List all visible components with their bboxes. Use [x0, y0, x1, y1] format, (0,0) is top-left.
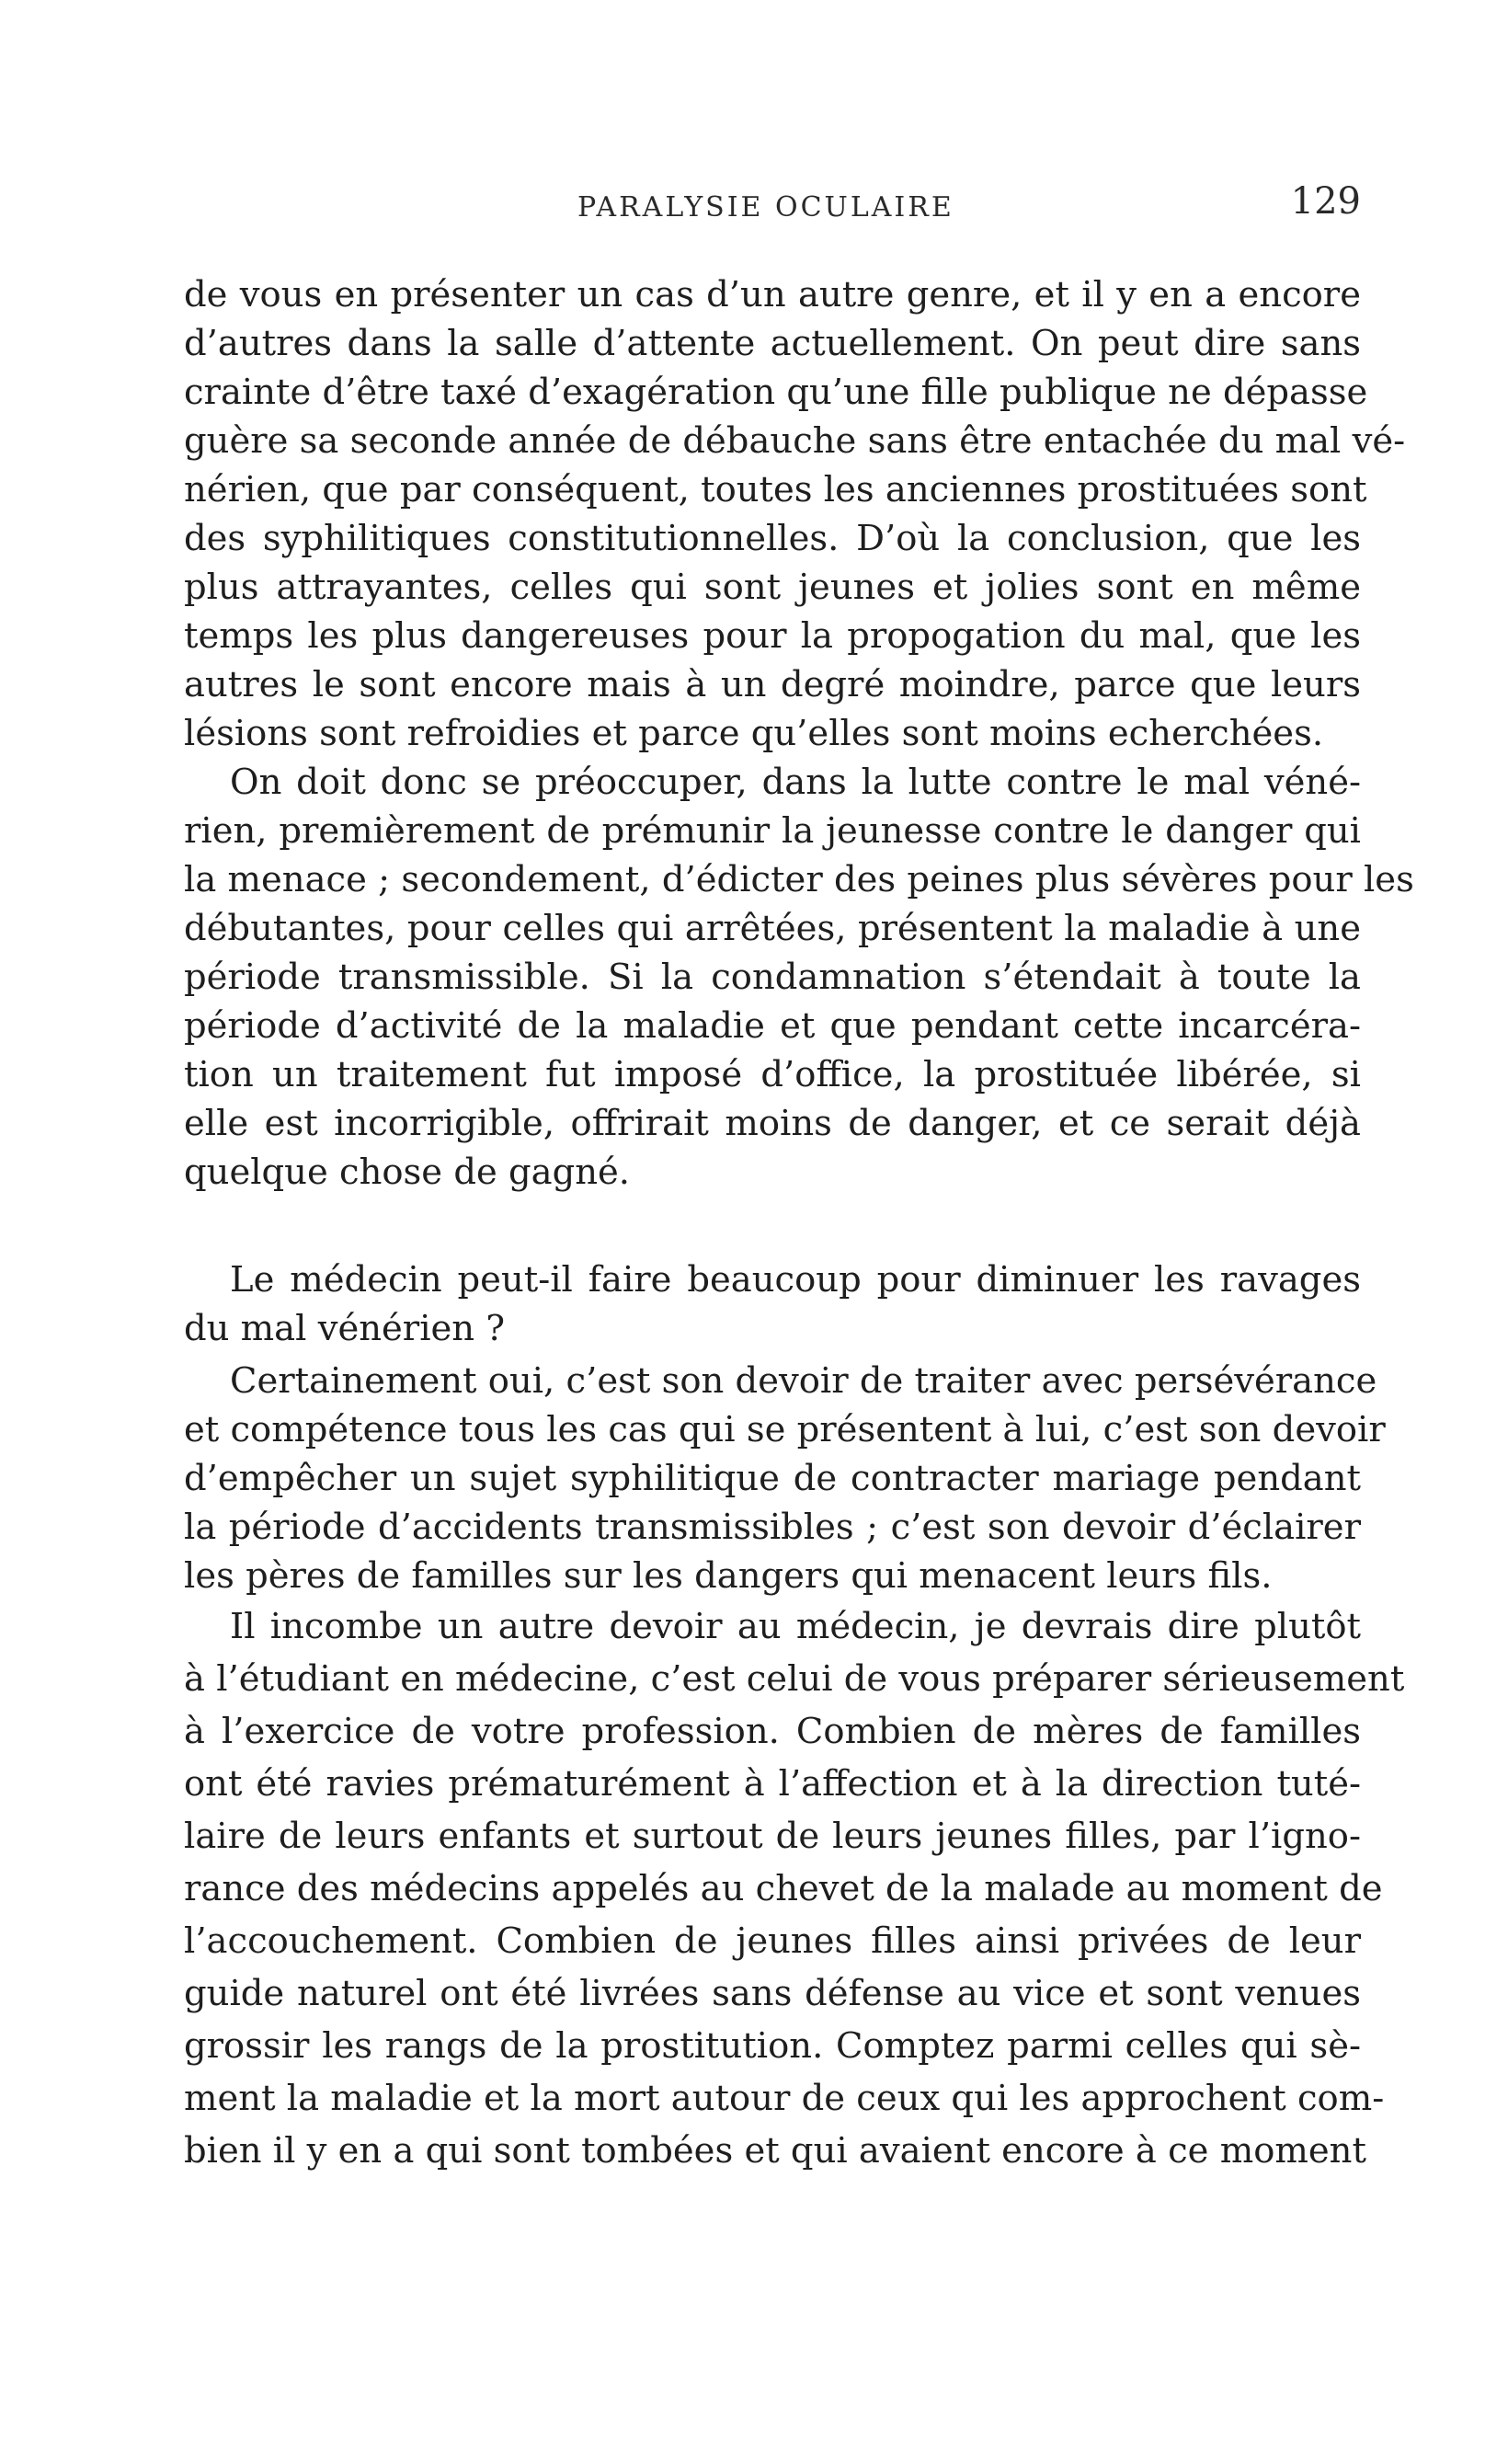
text-line: des syphilitiques constitutionnelles. D’où la conclusion, que les	[184, 518, 1361, 559]
text-line: la menace ; secondement, d’édicter des peines plus sévères pour les	[184, 859, 1414, 900]
text-line: à l’étudiant en médecine, c’est celui de vous préparer sérieusement	[184, 1658, 1405, 1700]
text-line: bien il y en a qui sont tombées et qui avaient encore à ce moment	[184, 2130, 1366, 2172]
text-line: grossir les rangs de la prostitution. Comptez parmi celles qui sè-	[184, 2025, 1361, 2067]
text-line: période d’activité de la maladie et que pendant cette incarcéra-	[184, 1005, 1361, 1047]
text-line: crainte d’être taxé d’exagération qu’une fille publique ne dépasse	[184, 372, 1368, 413]
text-line: d’empêcher un sujet syphilitique de contracter mariage pendant	[184, 1458, 1361, 1499]
question-line: Le médecin peut-il faire beaucoup pour diminuer les ravages	[230, 1259, 1361, 1301]
text-line: l’accouchement. Combien de jeunes filles ainsi privées de leur	[184, 1920, 1361, 1962]
text-line: de vous en présenter un cas d’un autre genre, et il y en a encore	[184, 274, 1361, 315]
text-line: et compétence tous les cas qui se présentent à lui, c’est son devoir	[184, 1409, 1386, 1450]
text-line: plus attrayantes, celles qui sont jeunes et jolies sont en même	[184, 567, 1361, 608]
page-header	[184, 180, 1361, 245]
text-line: laire de leurs enfants et surtout de leurs jeunes filles, par l’igno-	[184, 1816, 1361, 1857]
text-line: période transmissible. Si la condamnation s’étendait à toute la	[184, 957, 1361, 998]
text-line: elle est incorrigible, offrirait moins de danger, et ce serait déjà	[184, 1103, 1361, 1144]
text-line: rien, premièrement de prémunir la jeunesse contre le danger qui	[184, 810, 1361, 852]
text-line: débutantes, pour celles qui arrêtées, présentent la maladie à une	[184, 908, 1361, 949]
text-line: temps les plus dangereuses pour la propogation du mal, que les	[184, 615, 1361, 657]
text-line: ment la maladie et la mort autour de ceux qui les approchent com-	[184, 2078, 1385, 2119]
page-number: 129	[1290, 180, 1361, 223]
text-line: lésions sont refroidies et parce qu’elles sont moins echerchées.	[184, 713, 1324, 754]
text-line: nérien, que par conséquent, toutes les anciennes prostituées sont	[184, 469, 1367, 510]
text-line: Certainement oui, c’est son devoir de traiter avec persévérance	[230, 1360, 1377, 1402]
text-line: guère sa seconde année de débauche sans être entachée du mal vé-	[184, 420, 1406, 462]
text-line: Il incombe un autre devoir au médecin, je devrais dire plutôt	[230, 1606, 1361, 1647]
text-line: d’autres dans la salle d’attente actuellement. On peut dire sans	[184, 323, 1361, 364]
text-line: ont été ravies prématurément à l’affection et à la direction tuté-	[184, 1763, 1361, 1805]
text-line: les pères de familles sur les dangers qui menacent leurs fils.	[184, 1555, 1273, 1597]
text-line: quelque chose de gagné.	[184, 1152, 631, 1193]
text-line: autres le sont encore mais à un degré moindre, parce que leurs	[184, 664, 1361, 705]
question-line: du mal vénérien ?	[184, 1308, 505, 1349]
text-line: guide naturel ont été livrées sans défense au vice et sont venues	[184, 1973, 1361, 2014]
text-line: à l’exercice de votre profession. Combien de mères de familles	[184, 1711, 1361, 1752]
running-head: PARALYSIE OCULAIRE	[577, 191, 954, 223]
text-line: On doit donc se préoccuper, dans la lutte contre le mal véné-	[230, 762, 1361, 803]
text-line: la période d’accidents transmissibles ; c’est son devoir d’éclairer	[184, 1507, 1361, 1548]
text-line: tion un traitement fut imposé d’office, la prostituée libérée, si	[184, 1054, 1361, 1095]
text-line: rance des médecins appelés au chevet de la malade au moment de	[184, 1868, 1383, 1909]
